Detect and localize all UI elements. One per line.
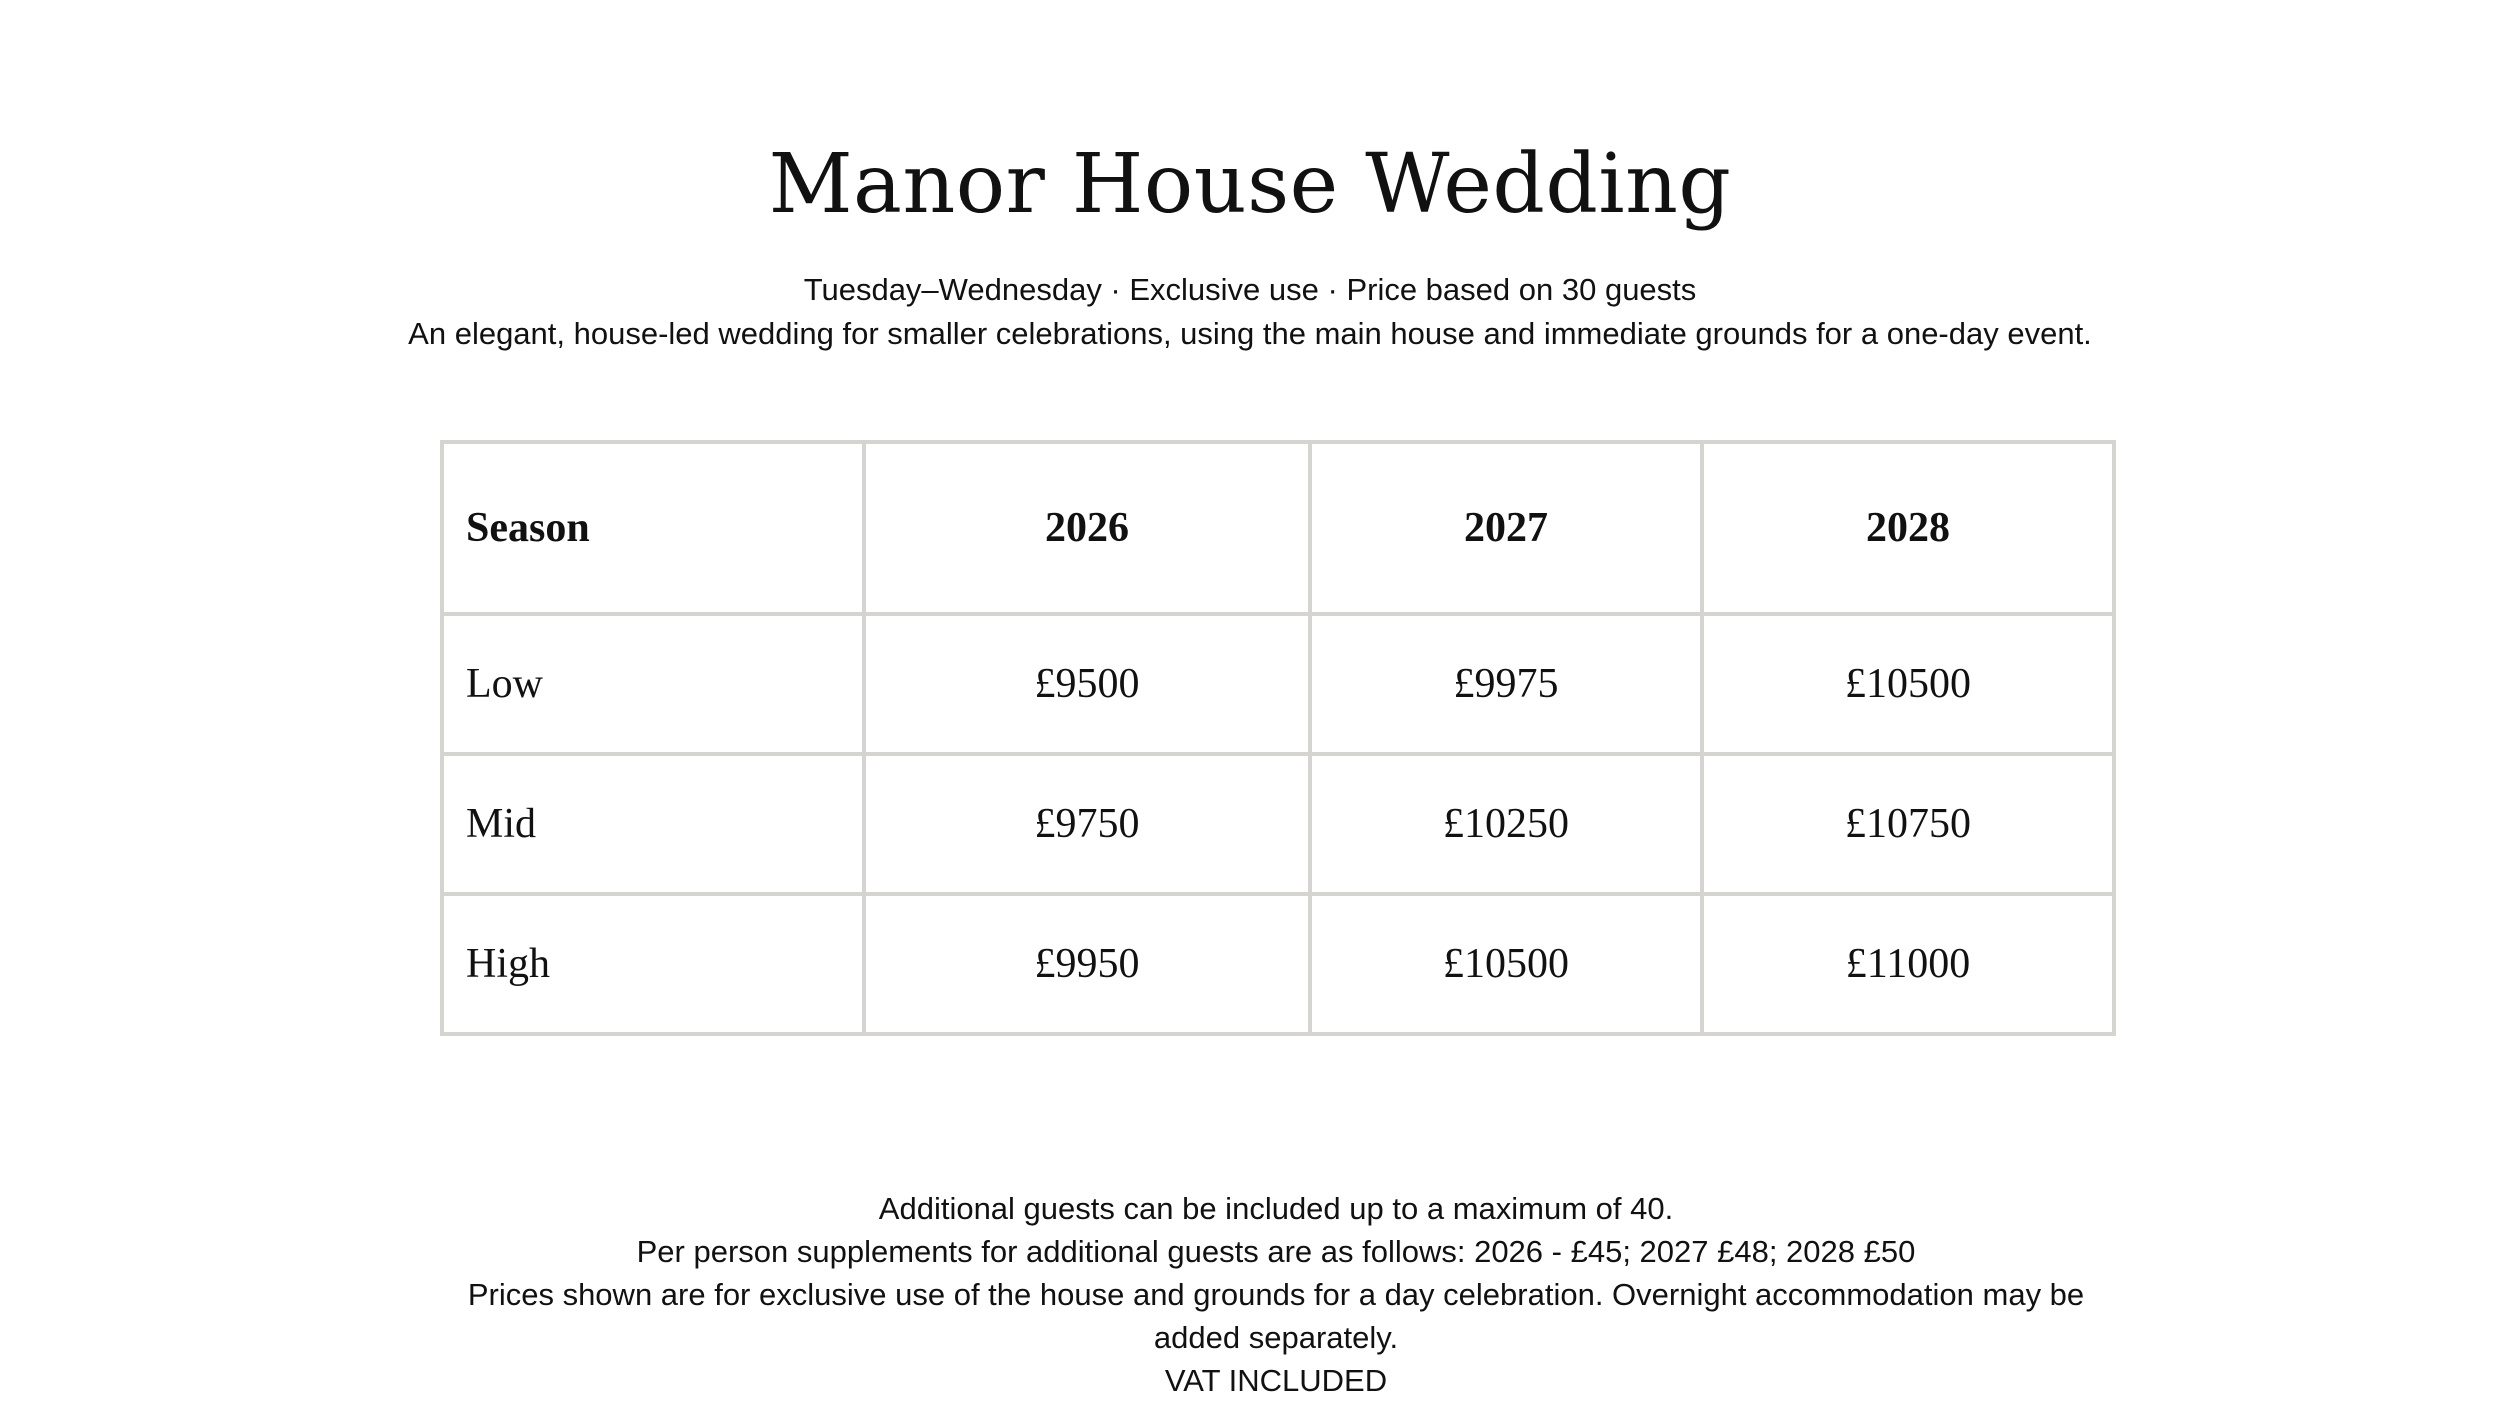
season-cell: Mid xyxy=(442,754,864,894)
pricing-table xyxy=(440,440,2116,1036)
note-exclusive-use: Prices shown are for exclusive use of the house and grounds for a day celebration. Overnight accommodation may be added separately. xyxy=(467,1277,2085,1355)
price-cell: £9750 xyxy=(864,754,1310,894)
note-max-guests: Additional guests can be included up to a maximum of 40. xyxy=(878,1191,1674,1226)
header-season: Season xyxy=(442,442,864,614)
table-row xyxy=(442,754,2114,894)
season-cell: Low xyxy=(442,614,864,754)
price-cell: £10500 xyxy=(1702,614,2114,754)
pricing-table-wrapper xyxy=(440,440,2112,1034)
table-header-row xyxy=(442,442,2114,614)
price-cell: £9950 xyxy=(864,894,1310,1034)
price-cell: £10750 xyxy=(1702,754,2114,894)
header-2026: 2026 xyxy=(864,442,1310,614)
description: An elegant, house-led wedding for smaller celebrations, using the main house and immediate grounds for a one-day event. xyxy=(408,316,2092,351)
table-row xyxy=(442,614,2114,754)
table-row xyxy=(442,894,2114,1034)
season-cell: High xyxy=(442,894,864,1034)
note-vat: VAT INCLUDED xyxy=(1164,1363,1388,1398)
price-cell: £11000 xyxy=(1702,894,2114,1034)
page-title: Manor House Wedding xyxy=(768,137,1732,232)
price-cell: £9500 xyxy=(864,614,1310,754)
note-supplements: Per person supplements for additional guests are as follows: 2026 - £45; 2027 £48; 2028 £50 xyxy=(636,1234,1916,1269)
price-cell: £9975 xyxy=(1310,614,1702,754)
subtitle: Tuesday–Wednesday · Exclusive use · Price based on 30 guests xyxy=(803,272,1697,307)
notes-block xyxy=(440,1187,2112,1402)
price-cell: £10500 xyxy=(1310,894,1702,1034)
intro-block xyxy=(0,268,2500,356)
header-2027: 2027 xyxy=(1310,442,1702,614)
price-cell: £10250 xyxy=(1310,754,1702,894)
header-2028: 2028 xyxy=(1702,442,2114,614)
